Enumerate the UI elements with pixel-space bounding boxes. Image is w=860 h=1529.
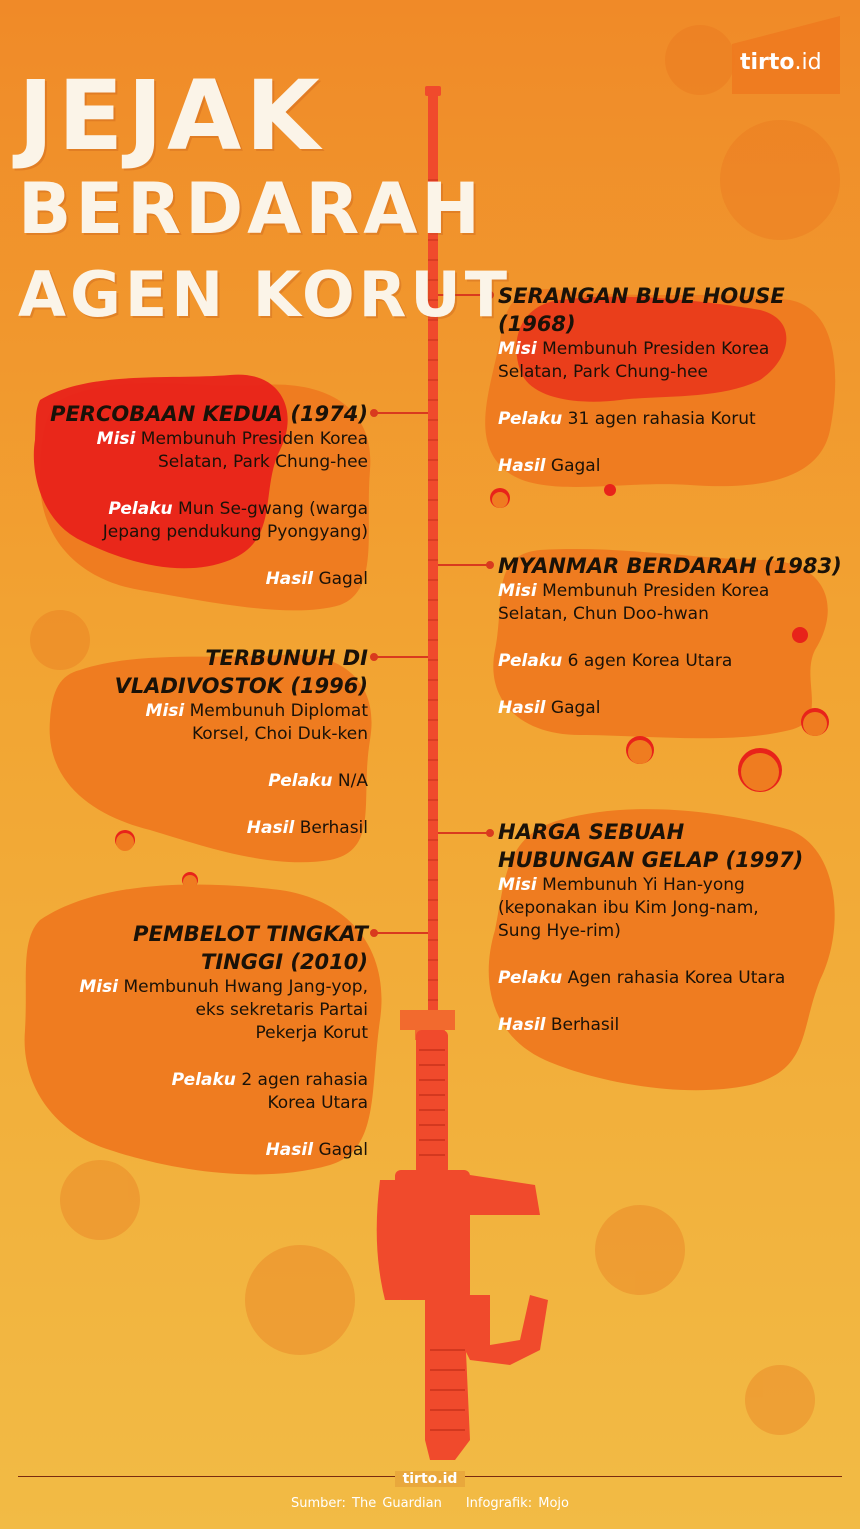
event-perpetrator: [20, 1069, 368, 1092]
mission-text: Membunuh Presiden Korea: [542, 581, 770, 601]
event-mission: [498, 874, 838, 897]
event-mission: [20, 976, 368, 999]
event-result: [20, 1139, 368, 1162]
perpetrator-text: 2 agen rahasia: [241, 1070, 368, 1090]
perpetrator-text: Jepang pendukung Pyongyang): [102, 522, 368, 542]
mission-text: Korsel, Choi Duk-ken: [191, 724, 368, 744]
event-1968: [498, 282, 838, 478]
perpetrator-label: Pelaku: [171, 1070, 236, 1090]
result-text: Berhasil: [550, 1015, 620, 1035]
footer-source-line: [0, 1496, 860, 1511]
event-mission: [498, 580, 848, 603]
event-title-line: VLADIVOSTOK (1996): [114, 674, 368, 698]
result-text: Berhasil: [299, 818, 368, 838]
event-title: [20, 400, 368, 428]
footer-source: Sumber: The Guardian: [291, 1496, 442, 1511]
event-result: [498, 1014, 838, 1037]
event-title: [20, 920, 368, 976]
event-title-line: HARGA SEBUAH: [498, 820, 685, 844]
event-perpetrator: [498, 408, 838, 431]
footer-brand: [0, 1471, 860, 1487]
perpetrator-text: Korea Utara: [267, 1093, 368, 1113]
event-perpetrator: [20, 770, 368, 793]
event-result: [20, 568, 368, 591]
result-text: Gagal: [318, 1140, 368, 1160]
mission-text: Membunuh Hwang Jang-yop,: [123, 977, 368, 997]
result-label: Hasil: [246, 818, 295, 838]
perpetrator-text: Agen rahasia Korea Utara: [567, 968, 786, 988]
mission-label: Misi: [498, 875, 537, 895]
event-title: [20, 644, 368, 700]
event-result: [498, 455, 838, 478]
event-perpetrator: [498, 967, 838, 990]
mission-label: Misi: [79, 977, 119, 997]
event-2010: [20, 920, 368, 1162]
title-line-3: AGEN KORUT: [18, 258, 512, 331]
result-label: Hasil: [265, 1140, 314, 1160]
event-title-line: HUBUNGAN GELAP (1997): [498, 848, 804, 872]
event-1996: [20, 644, 368, 840]
mission-text: Selatan, Park Chung-hee: [157, 452, 368, 472]
mission-label: Misi: [96, 429, 136, 449]
mission-label: Misi: [498, 581, 537, 601]
event-perpetrator: [498, 650, 848, 673]
event-mission: [20, 700, 368, 723]
mission-text: eks sekretaris Partai: [195, 1000, 368, 1020]
event-title: [498, 552, 848, 580]
event-title-line: PERCOBAAN KEDUA (1974): [50, 402, 368, 426]
result-text: Gagal: [550, 456, 601, 476]
mission-text: (keponakan ibu Kim Jong-nam,: [498, 898, 759, 918]
event-result: [498, 697, 848, 720]
mission-text: Sung Hye-rim): [498, 921, 621, 941]
perpetrator-text: 31 agen rahasia Korut: [567, 409, 756, 429]
perpetrator-text: Mun Se-gwang (warga: [178, 499, 368, 519]
event-1983: [498, 552, 848, 720]
perpetrator-text: 6 agen Korea Utara: [567, 651, 733, 671]
event-perpetrator: [20, 498, 368, 521]
result-label: Hasil: [498, 456, 546, 476]
perpetrator-label: Pelaku: [498, 409, 563, 429]
event-title-line: TERBUNUH DI: [205, 646, 368, 670]
event-title-line: TINGGI (2010): [201, 950, 368, 974]
mission-text: Membunuh Diplomat: [189, 701, 368, 721]
mission-label: Misi: [145, 701, 185, 721]
brand-suffix: .id: [794, 50, 822, 75]
mission-text: Membunuh Yi Han-yong: [542, 875, 745, 895]
event-title: [498, 282, 838, 338]
event-title-line: MYANMAR BERDARAH (1983): [498, 554, 842, 578]
event-mission: [20, 428, 368, 451]
mission-text: Selatan, Chun Doo-hwan: [498, 604, 709, 624]
event-mission: [498, 338, 838, 361]
event-result: [20, 817, 368, 840]
mission-text: Selatan, Park Chung-hee: [498, 362, 709, 382]
perpetrator-label: Pelaku: [498, 968, 563, 988]
result-label: Hasil: [265, 569, 314, 589]
perpetrator-label: Pelaku: [268, 771, 333, 791]
event-1997: [498, 818, 838, 1037]
result-text: Gagal: [318, 569, 368, 589]
result-label: Hasil: [498, 698, 546, 718]
brand-logo: [740, 50, 822, 75]
result-text: Gagal: [550, 698, 601, 718]
event-1974: [20, 400, 368, 591]
title-line-2: BERDARAH: [18, 168, 485, 250]
event-title-line: PEMBELOT TINGKAT: [133, 922, 368, 946]
mission-label: Misi: [498, 339, 537, 359]
perpetrator-label: Pelaku: [108, 499, 173, 519]
mission-text: Membunuh Presiden Korea: [140, 429, 368, 449]
brand-name: tirto: [740, 50, 795, 75]
mission-text: Pekerja Korut: [255, 1023, 368, 1043]
title-line-1: JEJAK: [18, 60, 324, 172]
result-label: Hasil: [498, 1015, 546, 1035]
mission-text: Membunuh Presiden Korea: [542, 339, 770, 359]
footer-credit: Infografik: Mojo: [465, 1496, 569, 1511]
footer-brand-text: tirto.id: [395, 1471, 466, 1487]
event-title-line: SERANGAN BLUE HOUSE: [498, 284, 785, 308]
event-title-line: (1968): [498, 312, 576, 336]
perpetrator-label: Pelaku: [498, 651, 563, 671]
perpetrator-text: N/A: [337, 771, 368, 791]
event-title: [498, 818, 838, 874]
